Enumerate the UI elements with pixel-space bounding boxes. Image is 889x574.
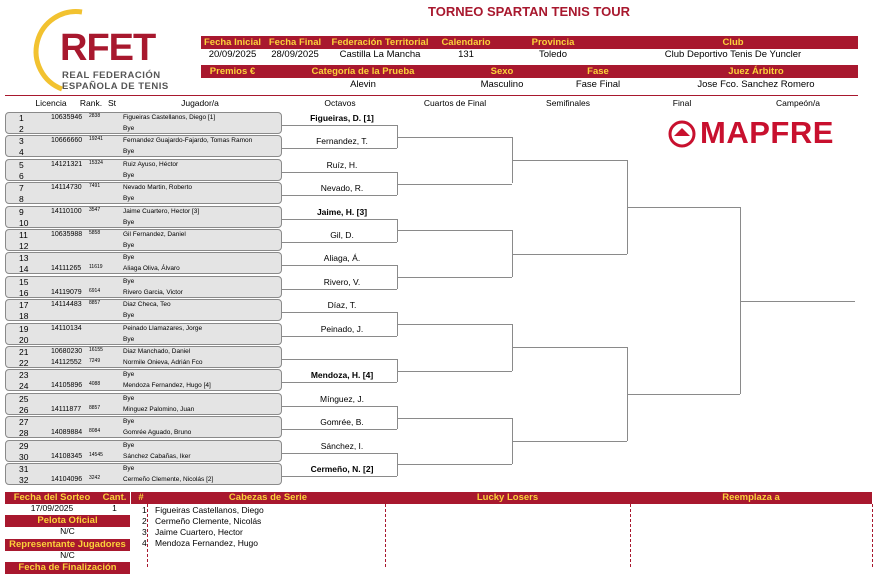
reemplaza-label: Reemplaza a — [630, 492, 872, 504]
bracket-line — [740, 301, 855, 302]
draw-position-number: 31 — [19, 464, 29, 474]
player-license: 10680230 — [51, 348, 83, 355]
bracket-line — [282, 242, 397, 243]
player-name: Bye — [123, 254, 135, 262]
player-rank: 11619 — [89, 264, 103, 271]
player-name: Nevado Martin, Roberto — [123, 184, 193, 192]
bracket-line — [397, 418, 512, 419]
seed-number: 4 — [142, 538, 147, 548]
col-st: St — [107, 98, 117, 108]
finalizacion-label: Fecha de Finalización — [5, 562, 130, 574]
bracket-line — [512, 254, 627, 255]
bracket-line — [282, 172, 397, 173]
fecha-inicial-label: Fecha Inicial — [201, 36, 264, 49]
juez-value: Jose Fco. Sanchez Romero — [697, 79, 815, 90]
player-name: Bye — [123, 277, 135, 285]
draw-position-number: 29 — [19, 440, 29, 451]
player-license: 14114483 — [51, 301, 82, 309]
player-rank: 8084 — [89, 428, 101, 435]
fecha-sorteo-value: 17/09/2025 — [30, 503, 74, 513]
mapfre-emblem-icon — [668, 120, 698, 150]
fecha-final-label: Fecha Final — [264, 36, 326, 49]
draw-position-number: 12 — [19, 241, 29, 251]
premios-value — [201, 78, 264, 91]
categoria-label: Categoría de la Prueba — [264, 65, 462, 78]
player-name: Mendoza Fernandez, Hugo [4] — [123, 382, 211, 390]
draw-position-number: 3 — [19, 136, 24, 147]
draw-position-number: 17 — [19, 300, 29, 311]
player-name: Bye — [123, 335, 135, 343]
draw-position-number: 9 — [19, 206, 24, 217]
player-license: 10666660 — [51, 137, 83, 145]
bracket-line — [282, 265, 397, 266]
draw-position-number: 6 — [19, 170, 24, 181]
player-name: Gomrée Aguado, Bruno — [123, 429, 192, 437]
seed-player-name: Jaime Cuartero, Hector — [155, 527, 243, 537]
player-license: 14104096 — [51, 476, 83, 483]
player-license: 10635988 — [51, 231, 83, 238]
player-rank: 15324 — [89, 159, 103, 166]
logo-line2: ESPAÑOLA DE TENIS — [62, 81, 169, 92]
hash-label: # — [131, 492, 151, 504]
col-rank: Rank. — [79, 98, 103, 108]
player-license: 14111265 — [51, 265, 82, 273]
bracket-line — [282, 382, 397, 383]
draw-position-number: 15 — [19, 276, 29, 287]
bracket-line — [282, 195, 397, 196]
player-name: Peinado Llamazares, Jorge — [123, 324, 203, 332]
pelota-label: Pelota Oficial — [5, 515, 130, 527]
calendario-label: Calendario — [434, 36, 498, 49]
col-semis: Semifinales — [546, 98, 590, 108]
player-name: Bye — [123, 218, 135, 226]
player-license: 14111877 — [51, 405, 82, 413]
bracket-line — [282, 289, 397, 290]
player-license: 10635946 — [51, 114, 83, 121]
player-name: Cermeño Clemente, Nicolás [2] — [123, 476, 214, 483]
draw-position-number: 10 — [19, 217, 29, 228]
bracket-line — [397, 230, 512, 231]
player-rank: 8857 — [89, 404, 101, 411]
player-rank: 14545 — [89, 451, 103, 458]
player-name: Sánchez Cabañas, Iker — [123, 452, 191, 460]
header-divider — [5, 95, 858, 96]
draw-position-number: 25 — [19, 393, 29, 404]
draw-position-number: 21 — [19, 347, 29, 357]
logo-line1: REAL FEDERACIÓN — [62, 70, 161, 81]
fecha-inicial-value: 20/09/2025 — [208, 49, 257, 60]
player-rank: 3547 — [89, 206, 101, 213]
player-name: Normile Onieva, Adrián Fco — [123, 359, 203, 366]
player-name: Diaz Checa, Teo — [123, 301, 171, 309]
player-name: Jaime Cuartero, Hector [3] — [123, 207, 200, 215]
octavos-player: Peinado, J. — [320, 323, 364, 334]
player-name: Figueiras Castellanos, Diego [1] — [123, 114, 216, 121]
rfet-logo — [22, 4, 172, 94]
player-name: Bye — [123, 125, 135, 132]
bracket-line — [282, 336, 397, 337]
cant-label: Cant. — [99, 492, 130, 504]
divider-end — [872, 504, 873, 567]
draw-position-number: 14 — [19, 264, 29, 275]
player-rank: 2838 — [89, 113, 101, 119]
bracket-line — [512, 160, 627, 161]
provincia-label: Provincia — [498, 36, 608, 49]
representante-label: Representante Jugadores — [5, 539, 130, 551]
fecha-sorteo-label: Fecha del Sorteo — [5, 492, 99, 504]
club-value: Club Deportivo Tenis De Yuncler — [664, 49, 802, 60]
player-name: Rivero Garcia, Victor — [123, 288, 183, 296]
col-final: Final — [672, 98, 692, 108]
player-license: 14112552 — [51, 359, 82, 366]
col-campeon: Campeón/a — [776, 98, 820, 108]
bracket-line — [282, 359, 397, 360]
draw-position-number: 8 — [19, 194, 24, 205]
draw-position-number: 16 — [19, 287, 29, 298]
club-label: Club — [608, 36, 858, 49]
cabezas-label: Cabezas de Serie — [151, 492, 385, 504]
bracket-line — [397, 137, 512, 138]
draw-position-number: 27 — [19, 417, 29, 428]
divider-reemplaza — [630, 504, 631, 567]
player-name: Bye — [123, 371, 135, 379]
bracket-line — [397, 464, 512, 465]
mapfre-logo — [668, 115, 888, 152]
seed-player-name: Mendoza Fernandez, Hugo — [155, 538, 259, 548]
cant-value: 1 — [112, 503, 117, 513]
player-rank: 4088 — [89, 381, 101, 388]
player-rank: 8857 — [89, 300, 101, 307]
player-license: 14114730 — [51, 184, 82, 192]
player-name: Bye — [123, 394, 135, 402]
player-license: 14121321 — [51, 160, 83, 168]
octavos-player: Cermeño, N. [2] — [310, 464, 374, 474]
player-license: 14119079 — [51, 288, 82, 296]
bracket-line — [512, 441, 627, 442]
octavos-player: Aliaga, Á. — [323, 253, 361, 264]
pelota-value: N/C — [60, 526, 75, 536]
bracket-line — [397, 277, 512, 278]
octavos-player: Díaz, T. — [327, 300, 357, 311]
player-rank: 6914 — [89, 287, 101, 294]
octavos-player: Gil, D. — [330, 230, 354, 240]
bracket-line — [397, 371, 512, 372]
bracket-line — [282, 453, 397, 454]
octavos-player: Sánchez, I. — [320, 440, 364, 451]
federacion-value: Castilla La Mancha — [339, 49, 421, 60]
seed-number: 1 — [142, 505, 147, 515]
bracket-line — [282, 148, 397, 149]
col-jugador: Jugador/a — [181, 98, 219, 108]
octavos-player: Rivero, V. — [323, 276, 361, 287]
player-license: 14105896 — [51, 382, 83, 390]
draw-position-number: 7 — [19, 183, 24, 194]
player-name: Bye — [123, 242, 135, 249]
premios-label: Premios € — [201, 65, 264, 78]
seed-number: 3 — [142, 527, 147, 537]
representante-value: N/C — [60, 550, 75, 560]
player-name: Minguez Palomino, Juan — [123, 405, 195, 413]
player-rank: 3242 — [89, 475, 101, 481]
draw-position-number: 2 — [19, 124, 24, 134]
player-name: Bye — [123, 312, 135, 320]
draw-position-number: 13 — [19, 253, 29, 264]
seed-player-name: Figueiras Castellanos, Diego — [155, 505, 264, 515]
draw-position-number: 4 — [19, 147, 24, 158]
fecha-final-value: 28/09/2025 — [271, 49, 319, 60]
player-name: Bye — [123, 171, 135, 179]
fase-value: Fase Final — [575, 79, 621, 90]
categoria-value: Alevin — [350, 79, 376, 90]
calendario-value: 131 — [458, 49, 474, 60]
bracket-line — [282, 312, 397, 313]
provincia-value: Toledo — [539, 49, 567, 60]
bracket-line — [397, 324, 512, 325]
bracket-line — [282, 476, 397, 477]
draw-position-number: 1 — [19, 113, 24, 123]
draw-position-number: 5 — [19, 159, 24, 170]
bracket-line — [397, 184, 512, 185]
player-name: Bye — [123, 148, 135, 156]
player-name: Fernandez Guajardo-Fajardo, Tomas Ramon — [123, 137, 253, 145]
federacion-label: Federación Territorial — [326, 36, 434, 49]
lucky-losers-label: Lucky Losers — [385, 492, 630, 504]
seed-number: 2 — [142, 516, 147, 526]
col-cuartos: Cuartos de Final — [423, 98, 487, 108]
draw-position-number: 22 — [19, 358, 29, 368]
tournament-title: TORNEO SPARTAN TENIS TOUR — [428, 4, 630, 19]
player-rank: 7491 — [89, 183, 101, 190]
player-name: Bye — [123, 418, 135, 426]
bracket-line — [282, 219, 397, 220]
player-name: Aliaga Oliva, Álvaro — [123, 265, 180, 273]
draw-position-number: 32 — [19, 475, 29, 485]
draw-position-number: 28 — [19, 428, 29, 439]
bracket-line — [627, 394, 740, 395]
col-licencia: Licencia — [35, 98, 67, 108]
bracket-line — [282, 406, 397, 407]
octavos-player: Ruíz, H. — [326, 159, 358, 170]
player-rank: 19241 — [89, 136, 103, 143]
bracket-line — [512, 347, 627, 348]
player-rank: 5858 — [89, 230, 101, 236]
divider-lucky — [385, 504, 386, 567]
draw-position-number: 24 — [19, 381, 29, 392]
octavos-player: Figueiras, D. [1] — [310, 113, 374, 123]
octavos-player: Fernandez, T. — [316, 136, 368, 147]
draw-position-number: 26 — [19, 404, 29, 415]
player-license: 14108345 — [51, 452, 83, 460]
bracket-line — [282, 429, 397, 430]
player-name: Diaz Manchado, Daniel — [123, 348, 191, 355]
player-name: Ruiz Ayuso, Héctor — [123, 160, 179, 168]
octavos-player: Jaime, H. [3] — [316, 206, 368, 217]
player-name: Bye — [123, 465, 135, 472]
fase-label: Fase — [542, 65, 654, 78]
octavos-player: Mendoza, H. [4] — [310, 370, 374, 381]
sexo-label: Sexo — [462, 65, 542, 78]
draw-position-number: 30 — [19, 451, 29, 462]
player-name: Gil Fernandez, Daniel — [123, 231, 186, 238]
draw-position-number: 19 — [19, 323, 29, 334]
draw-position-number: 20 — [19, 334, 29, 345]
octavos-player: Nevado, R. — [320, 183, 364, 194]
divider-seeds — [147, 504, 148, 567]
col-octavos: Octavos — [324, 98, 356, 108]
sexo-value: Masculino — [480, 79, 524, 90]
octavos-player: Gomrée, B. — [320, 417, 364, 428]
logo-main: RFET — [60, 27, 156, 69]
draw-position-number: 18 — [19, 311, 29, 322]
seed-player-name: Cermeño Clemente, Nicolás — [155, 516, 262, 526]
player-license: 14089884 — [51, 429, 83, 437]
bracket-line — [627, 207, 740, 208]
draw-position-number: 23 — [19, 370, 29, 381]
mapfre-text: MAPFRE — [700, 115, 834, 150]
player-rank: 7249 — [89, 358, 101, 364]
player-license: 14110134 — [51, 324, 82, 332]
bracket-line — [282, 125, 397, 126]
draw-position-number: 11 — [19, 230, 28, 240]
octavos-player: Mínguez, J. — [320, 393, 364, 404]
player-name: Bye — [123, 195, 135, 203]
player-rank: 16155 — [89, 347, 103, 353]
player-name: Bye — [123, 441, 135, 449]
juez-label: Juez Árbitro — [654, 65, 858, 78]
player-license: 14110100 — [51, 207, 82, 215]
